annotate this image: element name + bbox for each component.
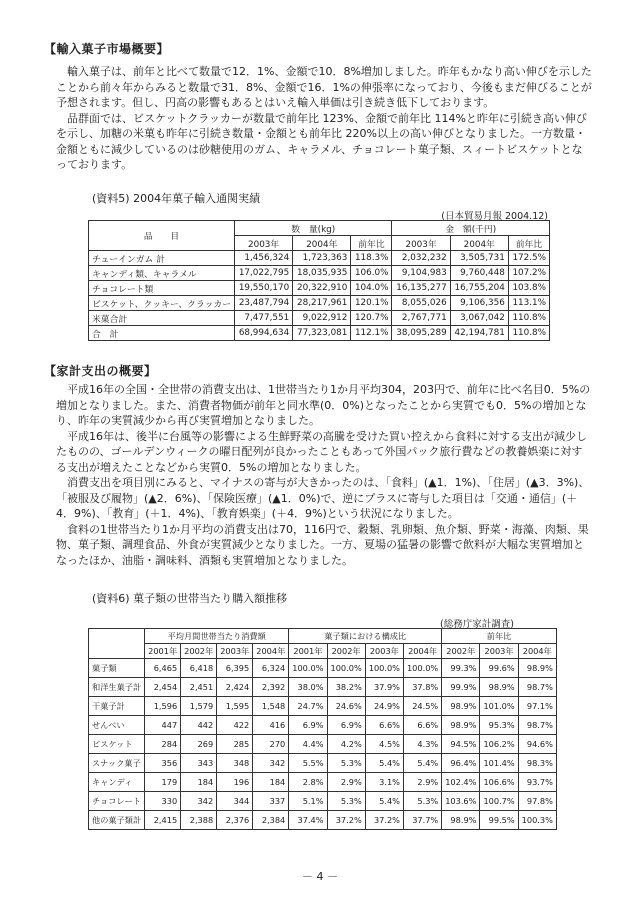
table-cell: 184 — [253, 773, 289, 792]
table-cell: 37.8% — [403, 678, 441, 697]
table-cell: 6.6% — [365, 716, 403, 735]
table-cell: 6,465 — [145, 659, 181, 678]
table-cell: 447 — [145, 716, 181, 735]
row-label: チョコレート — [89, 792, 145, 811]
table-cell: 113.1% — [508, 296, 549, 311]
subheader: 2004年 — [450, 236, 508, 251]
page-number: － 4 － — [302, 870, 338, 883]
table-cell: 24.9% — [365, 697, 403, 716]
header-item: 品 目 — [89, 221, 235, 251]
table-cell: 106.6% — [480, 773, 518, 792]
table-cell: 102.4% — [442, 773, 480, 792]
subheader: 2003年 — [392, 236, 450, 251]
table-row — [89, 311, 550, 326]
table-cell: 2,392 — [253, 678, 289, 697]
table-cell: 96.4% — [442, 754, 480, 773]
table-cell: 2.9% — [403, 773, 441, 792]
table-cell: 3,505,731 — [450, 251, 508, 266]
table-cell: 28,217,961 — [293, 296, 351, 311]
table-cell: 1,456,324 — [235, 251, 293, 266]
table-caption: (資料5) 2004年菓子輸入通関実績 — [92, 192, 261, 205]
table-cell: 38,095,289 — [392, 326, 450, 341]
table-cell: 103.8% — [508, 281, 549, 296]
table-cell: 98.9% — [480, 678, 518, 697]
table-cell: 5.5% — [289, 754, 327, 773]
table-cell: 2,415 — [145, 811, 181, 830]
row-label: 他の菓子類計 — [89, 811, 145, 830]
table-cell: 6.6% — [403, 716, 441, 735]
table-cell: 1,579 — [181, 697, 217, 716]
table-cell: 4.3% — [403, 735, 441, 754]
table-cell: 196 — [217, 773, 253, 792]
table-cell: 7,477,551 — [235, 311, 293, 326]
table-row — [89, 811, 557, 830]
table-cell: 100.0% — [289, 659, 327, 678]
table-cell: 5.4% — [365, 792, 403, 811]
table-cell: 17,022,795 — [235, 266, 293, 281]
header-quantity: 数 量(kg) — [235, 221, 392, 236]
subheader: 2002年 — [442, 644, 480, 659]
subheader: 2001年 — [145, 644, 181, 659]
table-cell: 269 — [181, 735, 217, 754]
table-cell: 42,194,781 — [450, 326, 508, 341]
table-cell: 1,723,363 — [293, 251, 351, 266]
table-cell: 24.6% — [327, 697, 365, 716]
paragraph: 平成16年の全国・全世帯の消費支出は、1世帯当たり1か月平均304，203円で、前年に比べ名目0．5%の増加となりました。また、消費者物価が前年と同水準(0．0%)となったことから実質でも0．5%の増加となり、昨年の実質減少から再び実質増加となりました。 — [56, 383, 591, 427]
table-cell: 107.2% — [508, 266, 549, 281]
subheader-row — [89, 644, 557, 659]
table-cell: 2,376 — [217, 811, 253, 830]
table-cell: 5.3% — [327, 754, 365, 773]
subheader: 2004年 — [518, 644, 556, 659]
table-row — [89, 266, 550, 281]
table-cell: 342 — [253, 754, 289, 773]
table-cell: 100.7% — [480, 792, 518, 811]
table-source: (日本貿易月報 2004.12) — [441, 211, 548, 222]
subheader: 2004年 — [253, 644, 289, 659]
table-cell: 100.0% — [365, 659, 403, 678]
table-cell: 98.9% — [442, 716, 480, 735]
household-text — [56, 382, 592, 568]
row-label: 米菓合計 — [89, 311, 235, 326]
table-cell: 6,418 — [181, 659, 217, 678]
table-cell: 37.4% — [289, 811, 327, 830]
table-cell: 2,767,771 — [392, 311, 450, 326]
table-cell: 94.6% — [518, 735, 556, 754]
section-heading-household: 【家計支出の概要】 — [44, 364, 157, 378]
table-cell: 98.7% — [518, 678, 556, 697]
table-body — [89, 251, 550, 341]
table-cell: 77,323,081 — [293, 326, 351, 341]
table-cell: 3,067,042 — [450, 311, 508, 326]
table-cell: 99.9% — [442, 678, 480, 697]
table-row — [89, 773, 557, 792]
table-cell: 99.6% — [480, 659, 518, 678]
table-cell: 6,395 — [217, 659, 253, 678]
row-label: 菓子類 — [89, 659, 145, 678]
table-cell: 2,384 — [253, 811, 289, 830]
table-cell: 38.2% — [327, 678, 365, 697]
table-body — [89, 659, 557, 830]
section-heading-import-market: 【輸入菓子市場概要】 — [44, 42, 170, 56]
table-cell: 9,104,983 — [392, 266, 450, 281]
table-cell: 172.5% — [508, 251, 549, 266]
table-cell: 20,322,910 — [293, 281, 351, 296]
table-cell: 98.3% — [518, 754, 556, 773]
table-cell: 37.9% — [365, 678, 403, 697]
table-cell: 4.4% — [289, 735, 327, 754]
import-market-text — [56, 64, 592, 173]
paragraph: 品群面では、ビスケットクラッカーが数量で前年比 123%、金額で前年比 114%と昨年に引続き高い伸びを示し、加糖の米菓も昨年に引続き数量・金額とも前年比 220%以上の高い伸びとなりました。一方数量・金額ともに減少しているのは砂糖使用のガム、キャラメル、チョコレート菓子類、スィートビスケットとなっております。 — [56, 111, 587, 171]
table-cell: 23,487,794 — [235, 296, 293, 311]
row-label: スナック菓子 — [89, 754, 145, 773]
row-label: チョコレート類 — [89, 281, 235, 296]
table-source: (総務庁家計調査) — [440, 619, 514, 630]
subheader: 2003年 — [235, 236, 293, 251]
table-cell: 343 — [181, 754, 217, 773]
table-cell: 110.8% — [508, 326, 549, 341]
table-cell: 284 — [145, 735, 181, 754]
table-cell: 110.8% — [508, 311, 549, 326]
row-label: キャンディ類、キャラメル — [89, 266, 235, 281]
table-cell: 2,454 — [145, 678, 181, 697]
import-results-table — [88, 220, 550, 341]
row-label: キャンディ — [89, 773, 145, 792]
table-cell: 270 — [253, 735, 289, 754]
table-cell: 184 — [181, 773, 217, 792]
table-cell: 106.2% — [480, 735, 518, 754]
table-cell: 4.2% — [327, 735, 365, 754]
table-cell: 8,055,026 — [392, 296, 450, 311]
table-cell: 1,548 — [253, 697, 289, 716]
table-row — [89, 792, 557, 811]
table-row — [89, 296, 550, 311]
table-cell: 6.9% — [289, 716, 327, 735]
table-cell: 68,994,634 — [235, 326, 293, 341]
table-row — [89, 754, 557, 773]
table-cell: 16,755,204 — [450, 281, 508, 296]
table-row — [89, 735, 557, 754]
table-cell: 348 — [217, 754, 253, 773]
table-cell: 98.9% — [442, 811, 480, 830]
subheader: 2002年 — [181, 644, 217, 659]
subheader: 2004年 — [403, 644, 441, 659]
subheader: 2003年 — [365, 644, 403, 659]
table-row — [89, 678, 557, 697]
table-cell: 99.5% — [480, 811, 518, 830]
row-label: 和洋生菓子計 — [89, 678, 145, 697]
table-cell: 98.9% — [442, 697, 480, 716]
table-cell: 344 — [217, 792, 253, 811]
table-cell: 3.1% — [365, 773, 403, 792]
table-cell: 98.9% — [518, 659, 556, 678]
table-cell: 2,424 — [217, 678, 253, 697]
table-cell: 9,760,448 — [450, 266, 508, 281]
table-cell: 19,550,170 — [235, 281, 293, 296]
table-row — [89, 716, 557, 735]
table-cell: 16,135,277 — [392, 281, 450, 296]
table-cell: 18,035,935 — [293, 266, 351, 281]
table-cell: 5.3% — [327, 792, 365, 811]
paragraph: 消費支出を項目別にみると、マイナスの寄与が大きかったのは、「食料」(▲1．1%)、「住居」(▲3．3%)、「被服及び履物」(▲2．6%)、「保険医療」(▲1．0%)で、逆にプラスに寄与した項目は「交通・通信」(＋4．9%)、「教育」(＋1．4%)、「教育娯楽」(＋4．9%)という状況になりました。 — [56, 476, 590, 520]
table-cell: 38.0% — [289, 678, 327, 697]
table-cell: 285 — [217, 735, 253, 754]
subheader: 2003年 — [480, 644, 518, 659]
table-cell: 118.3% — [351, 251, 392, 266]
table-cell: 337 — [253, 792, 289, 811]
subheader: 2004年 — [293, 236, 351, 251]
table-cell: 2.8% — [289, 773, 327, 792]
table-cell: 97.8% — [518, 792, 556, 811]
paragraph: 輸入菓子は、前年と比べて数量で12．1%、金額で10．8%増加しました。昨年もかなり高い伸びを示したことから前々年からみると数量で31．8%、金額で16．1%の伸張率になっており、今後もまだ伸びることが予想されます。但し、円高の影響もあるとはいえ輸入単価は引き続き低下しております。 — [56, 65, 592, 109]
paragraph: 平成16年は、後半に台風等の影響による生鮮野菜の高騰を受けた買い控えから食料に対する支出が減少したものの、ゴールデンウィークの曜日配列が良かったこともあって外国パック旅行費などの教養娯楽に対する支出が増えたことなどから実質0．5%の増加となりました。 — [56, 429, 587, 474]
table-cell: 120.1% — [351, 296, 392, 311]
header-share: 菓子類における構成比 — [289, 629, 442, 644]
table-cell: 37.2% — [365, 811, 403, 830]
table-cell: 100.0% — [403, 659, 441, 678]
table-cell: 2,032,232 — [392, 251, 450, 266]
table-cell: 94.5% — [442, 735, 480, 754]
subheader: 前年比 — [508, 236, 549, 251]
table-cell: 100.3% — [518, 811, 556, 830]
table-cell: 103.6% — [442, 792, 480, 811]
table-cell: 6.9% — [327, 716, 365, 735]
table-cell: 98.7% — [518, 716, 556, 735]
table-cell: 4.5% — [365, 735, 403, 754]
row-label: ビスケット — [89, 735, 145, 754]
table-cell: 1,596 — [145, 697, 181, 716]
table-cell: 95.3% — [480, 716, 518, 735]
table-cell: 5.3% — [403, 792, 441, 811]
subheader: 前年比 — [351, 236, 392, 251]
table-cell: 101.0% — [480, 697, 518, 716]
table-cell: 104.0% — [351, 281, 392, 296]
table-cell: 356 — [145, 754, 181, 773]
table-cell: 106.0% — [351, 266, 392, 281]
table-row — [89, 697, 557, 716]
table-cell: 5.4% — [403, 754, 441, 773]
table-cell: 422 — [217, 716, 253, 735]
table-cell: 342 — [181, 792, 217, 811]
table-cell: 93.7% — [518, 773, 556, 792]
table-cell: 2.9% — [327, 773, 365, 792]
table-cell: 24.5% — [403, 697, 441, 716]
header-blank — [89, 629, 145, 659]
table-cell: 330 — [145, 792, 181, 811]
table-cell: 37.7% — [403, 811, 441, 830]
table-cell: 99.3% — [442, 659, 480, 678]
table-cell: 24.7% — [289, 697, 327, 716]
row-label: 合 計 — [89, 326, 235, 341]
household-spending-table — [88, 628, 557, 830]
table-cell: 37.2% — [327, 811, 365, 830]
paragraph: 食料の1世帯当たり1か月平均の消費支出は70，116円で、穀類、乳卵類、魚介類、野菜・海藻、肉類、果物、菓子類、調理食品、外食が実質減少となりました。一方、夏場の猛暑の影響で飲料が大幅な実質増加となったほか、油脂・調味料、酒類も実質増加となりました。 — [56, 522, 589, 567]
row-label: ビスケット、クッキー、クラッカー — [89, 296, 235, 311]
table-cell: 5.4% — [365, 754, 403, 773]
table-cell: 442 — [181, 716, 217, 735]
table-cell: 112.1% — [351, 326, 392, 341]
table-cell: 6,324 — [253, 659, 289, 678]
table-cell: 2,451 — [181, 678, 217, 697]
table-caption: (資料6) 菓子類の世帯当たり購入額推移 — [92, 592, 288, 605]
table-row — [89, 251, 550, 266]
subheader: 2001年 — [289, 644, 327, 659]
row-label: 干菓子計 — [89, 697, 145, 716]
table-cell: 120.7% — [351, 311, 392, 326]
table-row — [89, 659, 557, 678]
table-cell: 416 — [253, 716, 289, 735]
table-cell: 5.1% — [289, 792, 327, 811]
header-amount: 金 額(千円) — [392, 221, 550, 236]
table-row — [89, 281, 550, 296]
table-cell: 100.0% — [327, 659, 365, 678]
row-label: チューインガム 計 — [89, 251, 235, 266]
table-cell: 2,388 — [181, 811, 217, 830]
table-row — [89, 326, 550, 341]
header-yoy: 前年比 — [442, 629, 557, 644]
table-cell: 97.1% — [518, 697, 556, 716]
table-cell: 1,595 — [217, 697, 253, 716]
table-cell: 9,022,912 — [293, 311, 351, 326]
table-cell: 101.4% — [480, 754, 518, 773]
row-label: せんべい — [89, 716, 145, 735]
subheader: 2003年 — [217, 644, 253, 659]
table-cell: 9,106,356 — [450, 296, 508, 311]
subheader: 2002年 — [327, 644, 365, 659]
table-cell: 179 — [145, 773, 181, 792]
header-avg: 平均月間世帯当たり消費額 — [145, 629, 289, 644]
